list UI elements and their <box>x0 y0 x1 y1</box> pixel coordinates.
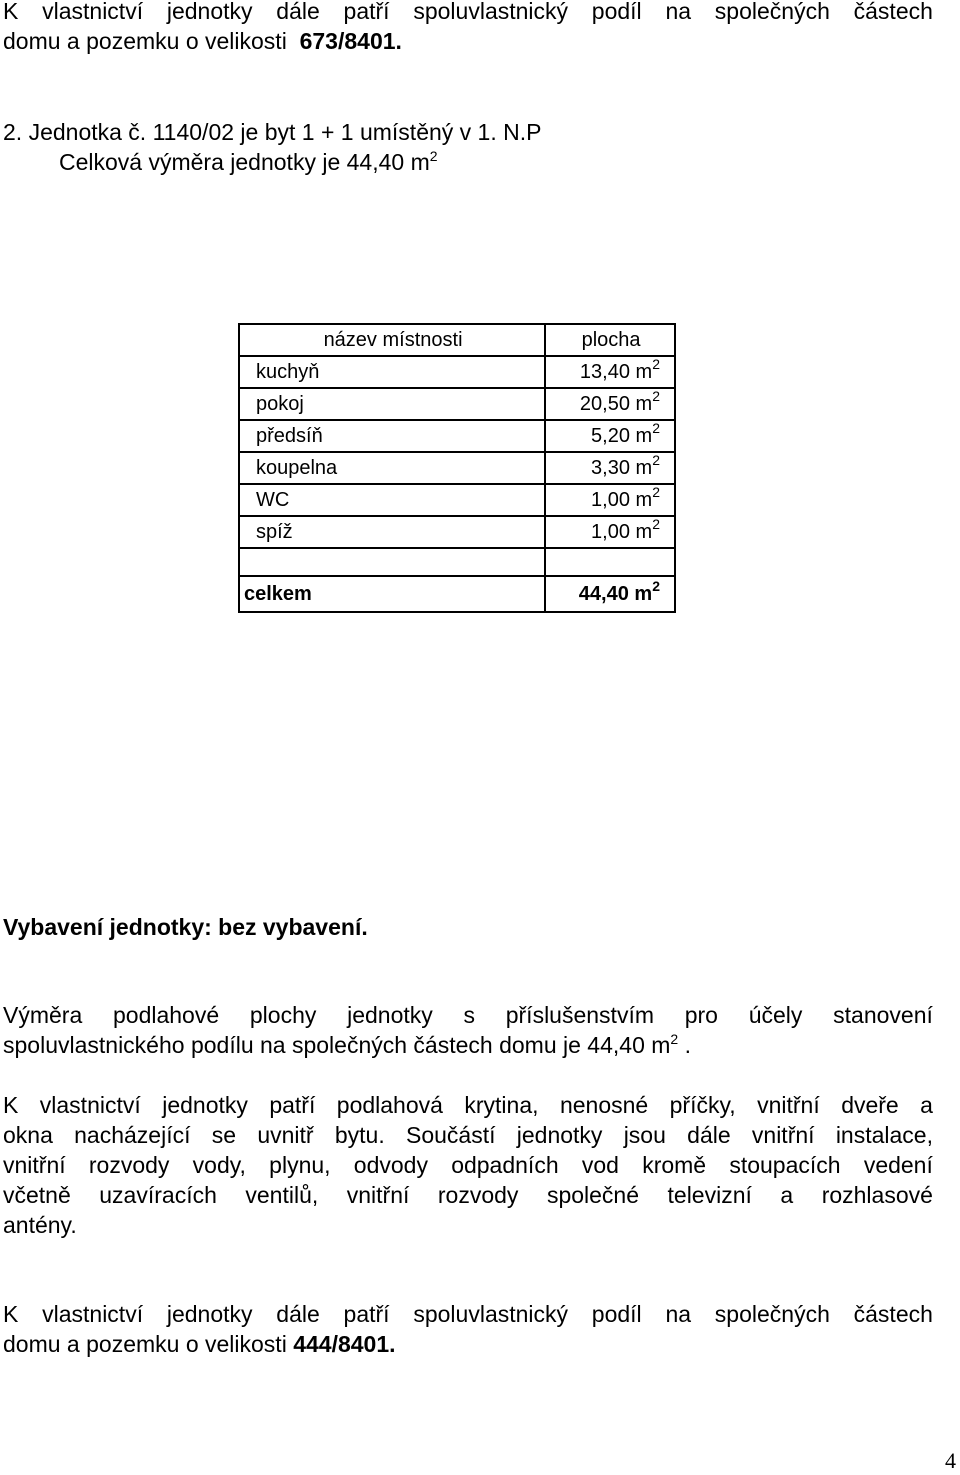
room-name-cell: kuchyň <box>239 356 545 388</box>
word: kromě <box>642 1152 707 1178</box>
table-row <box>239 356 675 388</box>
word: podlahové <box>112 1002 220 1028</box>
word: stoupacích <box>729 1152 841 1178</box>
word: společných <box>714 1301 830 1327</box>
page-number: 4 <box>945 1448 956 1473</box>
word: patří <box>269 1092 316 1118</box>
room-area-cell: 3,30 $m^2$ <box>545 452 675 484</box>
word: ventilů, <box>245 1182 319 1208</box>
room-name-cell: spíž <box>239 516 545 548</box>
header-room-name: název místnosti <box>239 324 545 356</box>
word: na <box>665 1301 692 1327</box>
room-name-cell: WC <box>239 484 545 516</box>
bottom-ownership-line2 <box>3 1329 396 1359</box>
room-area-cell: 1,00 $m^2$ <box>545 484 675 516</box>
word: podíl <box>591 0 642 24</box>
word: okna <box>3 1122 53 1148</box>
word: krytina, <box>464 1092 539 1118</box>
table-blank-row <box>239 548 675 576</box>
word: instalace, <box>835 1122 933 1148</box>
word: jsou <box>623 1122 666 1148</box>
word: vlastnictví <box>42 1301 144 1327</box>
room-area-cell: 1,00 $m^2$ <box>545 516 675 548</box>
justified-row <box>3 1120 933 1150</box>
word: na <box>665 0 692 24</box>
total-area-cell: 44,40 $m^2$ <box>545 576 675 612</box>
room-name-cell: koupelna <box>239 452 545 484</box>
word: jednotky <box>162 1092 248 1118</box>
word: částech <box>853 0 933 24</box>
word: K <box>3 0 19 24</box>
table-header-row <box>239 324 675 356</box>
word: patří <box>343 0 390 24</box>
rooms-table <box>238 323 676 613</box>
room-area-cell: 20,50 $m^2$ <box>545 388 675 420</box>
word: nenosné <box>559 1092 649 1118</box>
word: jednotky <box>347 1002 433 1028</box>
ownership-paragraph <box>3 1090 933 1210</box>
share-value: 673/8401. <box>299 28 402 54</box>
room-name-cell: předsíň <box>239 420 545 452</box>
floor-area-line2 <box>3 1030 691 1060</box>
word: vlastnictví <box>39 1092 141 1118</box>
share-value: 444/8401. <box>293 1331 396 1357</box>
word: podlahová <box>336 1092 443 1118</box>
word: Součástí <box>405 1122 496 1148</box>
word: vlastnictví <box>42 0 144 24</box>
top-ownership-line2 <box>3 26 402 56</box>
table-row <box>239 420 675 452</box>
justified-row <box>3 1000 933 1030</box>
word: stanovení <box>833 1002 933 1028</box>
justified-row <box>3 1299 933 1329</box>
word: vnitřní <box>751 1122 815 1148</box>
word: vnitřní <box>3 1152 66 1178</box>
bottom-ownership-line1 <box>3 1299 933 1329</box>
room-name-cell: pokoj <box>239 388 545 420</box>
word: plynu, <box>269 1152 331 1178</box>
unit-heading: 2. Jednotka č. 1140/02 je byt 1 + 1 umístěný v 1. N.P <box>3 119 542 145</box>
word: nacházející <box>74 1122 191 1148</box>
word: vnitřní <box>757 1092 820 1118</box>
word: spoluvlastnický <box>413 0 569 24</box>
word: jednotky <box>516 1122 603 1148</box>
word: vod <box>581 1152 619 1178</box>
superscript: 2 <box>670 1031 679 1047</box>
word: K <box>3 1092 19 1118</box>
word: patří <box>343 1301 390 1327</box>
table-row <box>239 452 675 484</box>
header-area: plocha <box>545 324 675 356</box>
word: Výměra <box>3 1002 83 1028</box>
word: společných <box>714 0 830 24</box>
word: K <box>3 1301 19 1327</box>
floor-area-end: . <box>684 1032 691 1058</box>
justified-row <box>3 1150 933 1180</box>
word: plochy <box>249 1002 317 1028</box>
word: rozhlasové <box>821 1182 933 1208</box>
justified-row <box>3 1180 933 1210</box>
word: spoluvlastnický <box>413 1301 569 1327</box>
word: jednotky <box>166 1301 253 1327</box>
word: včetně <box>3 1182 71 1208</box>
word: uzavíracích <box>99 1182 217 1208</box>
top-ownership-line1 <box>3 0 933 26</box>
word: televizní <box>667 1182 752 1208</box>
blank-cell <box>239 548 545 576</box>
word: podíl <box>591 1301 642 1327</box>
word: částech <box>853 1301 933 1327</box>
word: rozvody <box>437 1182 519 1208</box>
word: dále <box>276 1301 320 1327</box>
table-row <box>239 516 675 548</box>
equipment-statement: Vybavení jednotky: bez vybavení. <box>3 914 368 940</box>
word: dále <box>687 1122 731 1148</box>
word: příslušenstvím <box>505 1002 654 1028</box>
ownership-last-line: antény. <box>3 1212 77 1238</box>
justified-row <box>3 0 933 26</box>
room-area-cell: 5,20 $m^2$ <box>545 420 675 452</box>
word: uvnitř <box>257 1122 314 1148</box>
total-label-cell: celkem <box>239 576 545 612</box>
superscript: 2 <box>429 148 438 164</box>
unit-total-area <box>59 147 438 177</box>
word: vnitřní <box>346 1182 410 1208</box>
word: dveře <box>841 1092 899 1118</box>
word: odpadních <box>451 1152 559 1178</box>
word: společné <box>546 1182 640 1208</box>
word: příčky, <box>669 1092 736 1118</box>
share-label: domu a pozemku o velikosti <box>3 28 287 54</box>
blank-cell <box>545 548 675 576</box>
word: rozvody <box>88 1152 170 1178</box>
word: bytu. <box>334 1122 385 1148</box>
word: odvody <box>353 1152 428 1178</box>
unit-total-area-text: Celková výměra jednotky je 44,40 m <box>59 149 430 175</box>
word: se <box>211 1122 237 1148</box>
floor-area-line1 <box>3 1000 933 1030</box>
room-area-cell: 13,40 $m^2$ <box>545 356 675 388</box>
word: a <box>920 1092 933 1118</box>
floor-area-text: spoluvlastnického podílu na společných částech domu je 44,40 m <box>3 1032 671 1058</box>
word: vody, <box>192 1152 246 1178</box>
table-total-row <box>239 576 675 612</box>
table-row <box>239 388 675 420</box>
word: pro <box>684 1002 718 1028</box>
word: vedení <box>863 1152 933 1178</box>
word: s <box>463 1002 475 1028</box>
word: jednotky <box>166 0 253 24</box>
justified-row <box>3 1090 933 1120</box>
share-label: domu a pozemku o velikosti <box>3 1331 294 1357</box>
word: dále <box>276 0 320 24</box>
table-row <box>239 484 675 516</box>
word: účely <box>748 1002 803 1028</box>
word: a <box>780 1182 794 1208</box>
